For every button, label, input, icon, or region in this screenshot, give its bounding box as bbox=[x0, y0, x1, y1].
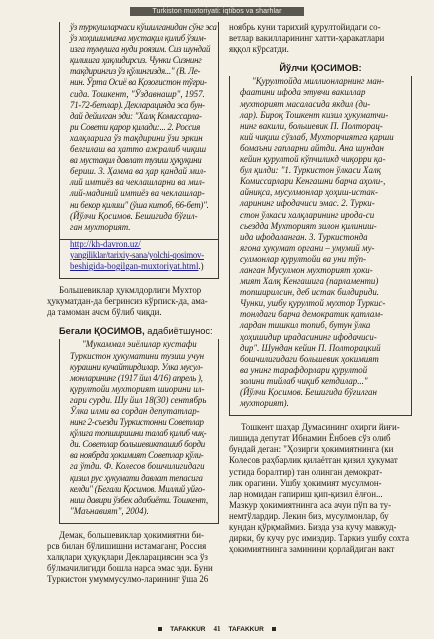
text-line: ва ноябрда ҳокимият Советлар қўли- bbox=[70, 450, 204, 461]
paragraph-november bbox=[229, 22, 412, 55]
text-line: Колесов раҳбарлик қилаётган қизил ҳукумат bbox=[229, 455, 398, 466]
text-line: немтўлардир. Лекин биз, мусулмонлар, бу bbox=[229, 510, 389, 521]
link-line-3 bbox=[70, 261, 208, 272]
text-line: ниш давири ўзбек адабиёти. Тошкент, bbox=[70, 494, 208, 505]
text-line: ларининг ифодачиси эмас. 2. Турки- bbox=[240, 198, 375, 209]
text-line: кейин қурултой кўпчиликд чиқорри қа- bbox=[240, 154, 386, 165]
text-line: кий чиқиш сўзлаб, Мухторчиятга қарши bbox=[240, 131, 394, 142]
footer-square-right bbox=[272, 627, 276, 631]
text-line: 71-72-бетлар). Декларацияда эса бун- bbox=[70, 99, 205, 110]
text-line: бериш. 3. Ҳамма ва ҳар қандай мил- bbox=[70, 166, 207, 177]
text-line: тақдирингиз ўз қўлингиздя..." (В. Ле- bbox=[70, 66, 201, 77]
text-line: Чунки, ушбу қурултой мухтор Туркис- bbox=[240, 298, 386, 309]
footer-right-label: TAFAKKUR bbox=[228, 625, 264, 633]
text-line: яққол кўрсатди. bbox=[229, 44, 289, 55]
text-line: Комиссарлари Кенгашни барча аҳоли-, bbox=[240, 176, 386, 187]
text-line: золини тийлаб чиқиб кетдилар..." bbox=[240, 375, 368, 386]
text-line: Туркистон умуммусулмо-ларининг ўша 26 bbox=[47, 574, 209, 585]
text-line: стон ўлкаси халқларининг ирода-си bbox=[240, 209, 375, 220]
text-line: изга тумушга нуди роязим. Сиз шундай bbox=[70, 44, 211, 55]
text-line: бошчилигидаги большевик ҳокимият bbox=[240, 353, 379, 364]
text-line: дирки, бу кучу рус имиздир. Таркиз ушбу сохта bbox=[229, 533, 410, 544]
text-line: Демак, большевиклар ҳокимиятни би- bbox=[59, 529, 204, 540]
quote-box-begali bbox=[59, 339, 219, 524]
quote-box-lenin bbox=[59, 22, 219, 240]
quote-box-yolchi bbox=[229, 76, 412, 416]
text-line: ўз хоҳишимизча мустақил қилиб ўзим- bbox=[70, 33, 207, 44]
text-line: лишида депутат Ибнамин Ёнбоев сўз олиб bbox=[229, 433, 391, 444]
running-title: Turkiston muxtoriyati: iqtibos va sharhlar bbox=[130, 7, 303, 16]
text-line: ҳоҳишидир ирадасининг ифодачиси- bbox=[240, 331, 377, 342]
text-line: ланган Мусулмон мухторият ҳоки- bbox=[240, 264, 373, 275]
text-line: мухторият масаласида якдил (ди- bbox=[240, 98, 371, 109]
text-line: дир". Шундан кейин П. Полторацкий bbox=[240, 342, 381, 353]
text-line: "Қурултойда миллионларнинг ман- bbox=[252, 76, 385, 87]
text-line: Туркистон ҳукуматини тузиш учун bbox=[70, 350, 205, 361]
link-line-1 bbox=[70, 239, 208, 250]
text-line: ди. Советлар большевикташиб борди bbox=[70, 439, 205, 450]
text-line: Мазкур ҳокимиятнинга аса ачуи пўп ва ту- bbox=[229, 499, 392, 510]
text-line: ган мухторият. bbox=[70, 221, 131, 232]
text-line: қилишга ҳақлидирсиз. Чунки Сизнинг bbox=[70, 55, 202, 66]
text-line: лик орагини. Ушбу ҳокимият мусулмон- bbox=[229, 477, 382, 488]
page-footer bbox=[0, 624, 434, 634]
author-role: адабиётшунос: bbox=[144, 326, 213, 337]
text-line: белгилаш ва ҳатто ажралиб чиқиш bbox=[70, 144, 207, 155]
text-line: ва унинг тарафдорлари қурултой bbox=[240, 364, 368, 375]
text-line: нин. Ўрта Осиё ва Қозоғистон тўғри- bbox=[70, 77, 207, 88]
text-line: қизил рус ҳукумати давлат тепасига bbox=[70, 472, 203, 483]
yolchi-header: Йўлчи ҚОСИМОВ: bbox=[279, 63, 362, 74]
text-line: лардан тишкил топиб, бутун ўлка bbox=[240, 320, 371, 331]
text-line: (Йўлчи Қосимов. Бешигида бўғил- bbox=[70, 210, 198, 221]
text-line: га ўтди. Ф. Колесов бошчилигидаги bbox=[70, 461, 205, 472]
source-link-1[interactable]: http://kh-davron.uz/ bbox=[70, 238, 141, 249]
text-line: ҳокимиятнинга заминини қорлайдиган вакт bbox=[229, 544, 395, 555]
text-line: қурултойи мухторият шиорини ил- bbox=[70, 383, 205, 394]
text-line: рсв билан бўлишишни истамаганг, Россия bbox=[47, 541, 207, 552]
source-link-2[interactable]: yangiliklar/tarixiy-sana/yolchi-qosimov- bbox=[70, 249, 204, 260]
text-line: монларининг (1917 йил 4/16) апрель ), bbox=[70, 372, 203, 383]
text-line: кундан қўрқмаймиз. Бизда уза кучу мавжуд- bbox=[229, 522, 397, 533]
text-line: фаатини ифода этувчи вакиллар bbox=[240, 87, 366, 98]
text-line: лий имтиёз ва чеклашларни ва мил- bbox=[70, 177, 205, 188]
text-line: ри Совети қарор қилади:... 2. Россия bbox=[70, 121, 200, 132]
text-line: устида боралтир) тан олинган демократ- bbox=[229, 466, 383, 477]
text-line: ветлар вакилларининг хатти-ҳаракатлари bbox=[229, 33, 385, 44]
text-line: ида ифодаланган. 3. Туркистонда bbox=[240, 231, 368, 242]
text-line: Большевиклар ҳукмлдорлиги Мухтор bbox=[59, 285, 202, 296]
left-column bbox=[47, 22, 217, 585]
running-header bbox=[0, 6, 434, 16]
text-line: дай дейилган эди: "Халқ Комиссарла- bbox=[70, 110, 202, 121]
text-line: халқлари ҳуқуқлари Декларациясин эса ўз bbox=[47, 552, 208, 563]
footer-square-left bbox=[158, 627, 162, 631]
text-line: ни бекор қилиш" (ўша китоб, 66-бет)". bbox=[70, 199, 209, 210]
text-line: бул қилди: "1. Туркистон ўлкаси Халқ bbox=[240, 165, 381, 176]
text-line: "Маънавият", 2004). bbox=[70, 505, 149, 516]
text-line: сьездда Мухторият зилон қилиниш- bbox=[240, 220, 377, 231]
text-line: нинг вакили, большевик П. Полторац- bbox=[240, 120, 383, 131]
text-line: сида. Тошкент, "Ўздавнашр", 1957. bbox=[70, 88, 205, 99]
text-line: нинг 2-съезди Туркистонни Советлар bbox=[70, 417, 204, 428]
text-line: мухторият). bbox=[240, 398, 289, 409]
text-line: қўлига топширишни талаб қилиб чиқ- bbox=[70, 428, 207, 439]
text-line: ҳукуматдан-да бегринсиз кўрписк-да, ама- bbox=[47, 296, 208, 307]
text-line: ўз туркушларчаси кўшилганидан сўнг эса bbox=[70, 22, 217, 32]
text-line: тонлдаги барча демократик қатлам- bbox=[240, 309, 383, 320]
right-column bbox=[229, 22, 412, 555]
author-name-begali: Бегали ҚОСИМОВ, bbox=[59, 326, 145, 337]
text-line: бўлмачилигиди бошла нарса эмас эди. Буни bbox=[47, 563, 213, 574]
text-line: гари сурди. Шу йил 18(30) сентябрь bbox=[70, 394, 207, 405]
begali-header bbox=[59, 326, 217, 337]
link-suffix: .) bbox=[198, 260, 204, 271]
text-line: "Мукаммал эиёлилар кустафи bbox=[82, 339, 197, 350]
text-line: курашни кучайтирдилар. Улка мусул- bbox=[70, 361, 203, 372]
text-line: (Йўлчи Қосимов. Бешигида бўғилган bbox=[240, 387, 377, 397]
text-line: бундай деган: "Ҳозирги ҳокимиятнинга (ки bbox=[229, 444, 394, 455]
link-line-2 bbox=[70, 250, 208, 261]
text-line: ноябрь куни тарихий қурултойидаги со- bbox=[229, 22, 381, 32]
text-line: келди" (Бегали Қосимов. Миллий уйғо- bbox=[70, 483, 205, 494]
footer-left-label: TAFAKKUR bbox=[170, 625, 206, 633]
page-number: 41 bbox=[213, 625, 221, 633]
quote-box-link-area bbox=[59, 239, 219, 279]
text-line: халқларига ўз тақдирини ўзи эркин bbox=[70, 132, 203, 143]
paragraph-bolsheviks bbox=[47, 285, 217, 318]
text-line: мият Халқ Кенгашига (парламенти) bbox=[240, 276, 379, 287]
text-line: лар). Бироқ Тошкент кизил ҳукуматчи- bbox=[240, 109, 389, 120]
text-line: бомаъни гапларни айтди. Ана шундан bbox=[240, 142, 384, 153]
text-line: Тошкент шаҳар Думасининг охирги йиғи- bbox=[241, 422, 400, 433]
text-line: да тамоман ачсм бўлиб чиқди. bbox=[47, 307, 162, 318]
text-line: лий-мадиний имтиёз ва чеклашлар- bbox=[70, 188, 205, 199]
text-line: айниқса, мусулмонлар ҳоҳиш-истак- bbox=[240, 187, 378, 198]
text-line: ягона ҳукумат органи – умумий му- bbox=[240, 242, 375, 253]
text-line: топширилсин, деб истак билдириди. bbox=[240, 287, 380, 298]
text-line: сулмонлар қурултойи ва уни тўп- bbox=[240, 253, 367, 264]
text-line: Ўлка илми ва сордан депутатлар- bbox=[70, 406, 200, 416]
source-link-3[interactable]: beshigida-bogilgan-muxtoriyat.html bbox=[70, 260, 199, 271]
paragraph-demak bbox=[47, 530, 217, 585]
paragraph-duma bbox=[229, 422, 412, 555]
text-line: лар номидан гапириш қип-қизил ёлғон... bbox=[229, 488, 383, 499]
text-line: ва мустақил давлат тузиш ҳуқуқини bbox=[70, 155, 202, 166]
